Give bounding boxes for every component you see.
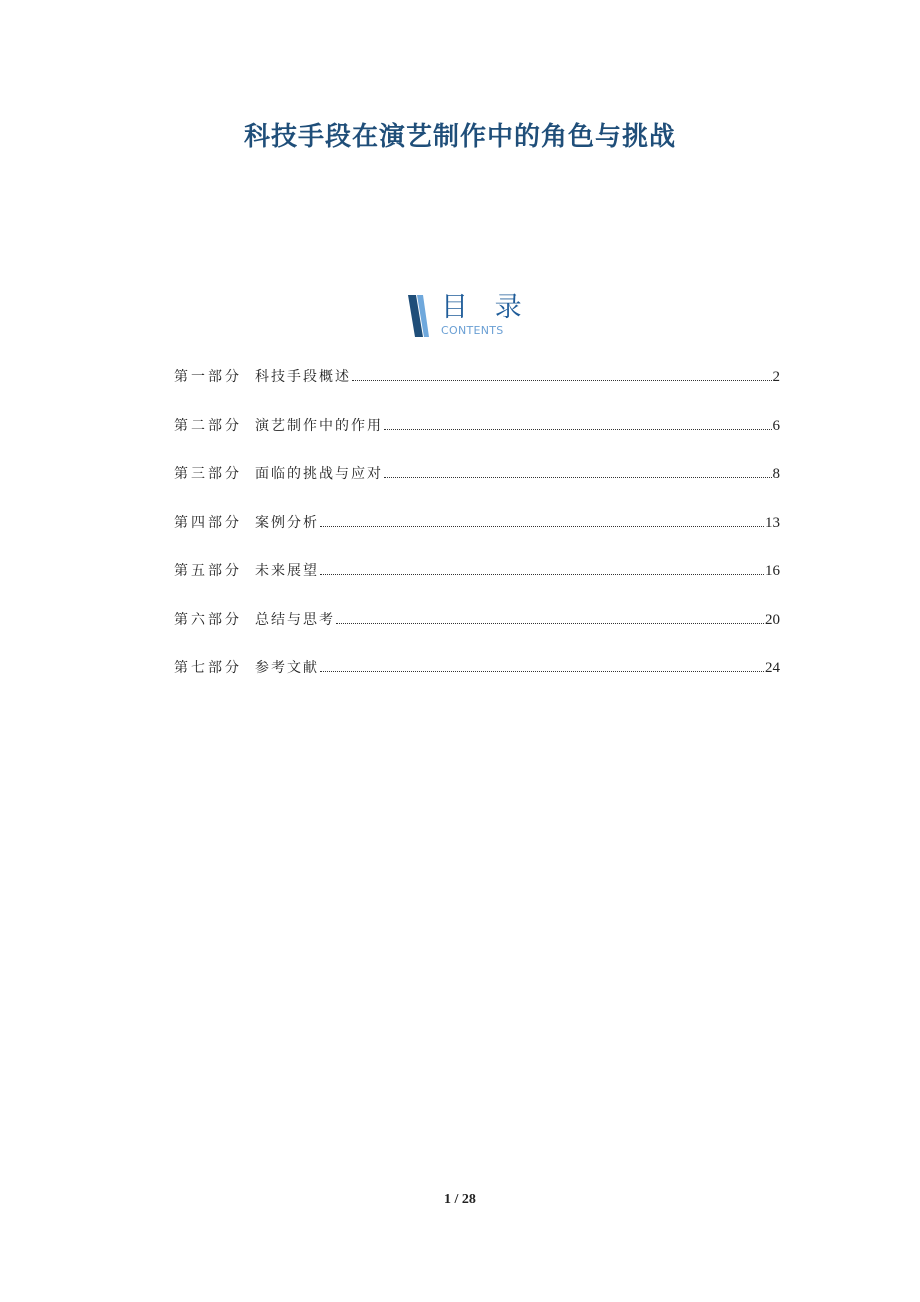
toc-heading: 目 录	[441, 292, 531, 323]
toc-dot-leader	[320, 671, 764, 672]
toc-entry-part-2[interactable]	[174, 415, 780, 464]
toc-entry-title: 未来展望	[255, 563, 319, 579]
toc-dot-leader	[320, 574, 764, 575]
document-title: 科技手段在演艺制作中的角色与挑战	[243, 122, 676, 152]
toc-entry-part-label: 第七部分	[174, 660, 242, 676]
toc-entry-page-number: 8	[772, 466, 780, 482]
toc-entry-part-3[interactable]	[174, 463, 780, 512]
toc-dot-leader	[336, 623, 764, 624]
toc-list	[174, 366, 780, 706]
toc-entry-title: 科技手段概述	[255, 369, 351, 385]
toc-entry-title: 参考文献	[255, 660, 319, 676]
toc-entry-part-label: 第六部分	[174, 611, 242, 628]
toc-entry-page-number: 13	[765, 514, 780, 531]
toc-entry-title: 面临的挑战与应对	[255, 466, 383, 482]
toc-entry-part-label: 第四部分	[174, 514, 242, 531]
toc-entry-part-label: 第三部分	[174, 466, 242, 482]
toc-entry-part-label: 第一部分	[174, 369, 242, 385]
toc-entry-page-number: 16	[765, 563, 780, 579]
toc-entry-page-number: 2	[772, 369, 780, 385]
toc-entry-part-7[interactable]	[174, 657, 780, 706]
toc-entry-title: 总结与思考	[255, 611, 335, 628]
toc-entry-part-label: 第二部分	[174, 417, 242, 434]
toc-entry-part-5[interactable]	[174, 560, 780, 609]
toc-subheading: CONTENTS	[441, 324, 504, 337]
toc-entry-part-6[interactable]	[174, 609, 780, 658]
toc-stripes-logo-icon	[407, 295, 431, 337]
toc-entry-page-number: 20	[765, 611, 780, 628]
toc-entry-part-4[interactable]	[174, 512, 780, 561]
toc-header	[407, 292, 531, 340]
toc-entry-part-1[interactable]	[174, 366, 780, 415]
page-indicator: 1 / 28	[444, 1192, 476, 1207]
toc-entry-title: 案例分析	[255, 514, 319, 531]
toc-entry-page-number: 6	[772, 417, 780, 434]
toc-entry-page-number: 24	[765, 660, 780, 676]
toc-dot-leader	[320, 526, 764, 527]
toc-dot-leader	[384, 429, 772, 430]
toc-entry-part-label: 第五部分	[174, 563, 242, 579]
toc-dot-leader	[384, 477, 772, 478]
toc-dot-leader	[352, 380, 772, 381]
toc-entry-title: 演艺制作中的作用	[255, 417, 383, 434]
